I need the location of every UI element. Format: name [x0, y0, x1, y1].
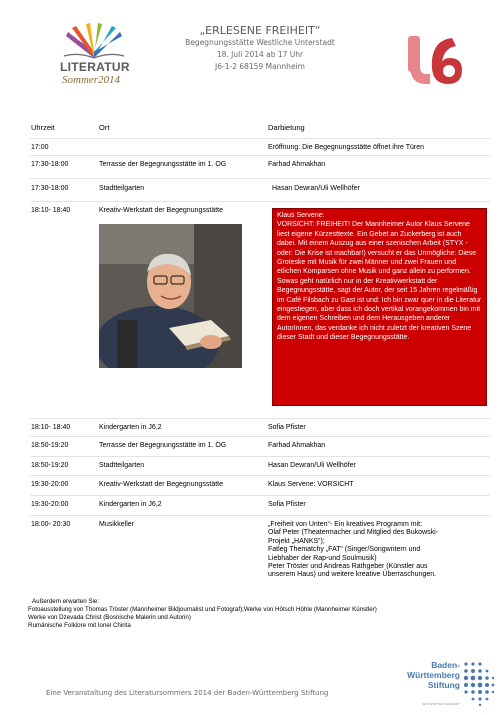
row-2-place: Terrasse der Begegnungsstätte im 1. OG	[99, 161, 227, 168]
event-date: 18. Juli 2014 ab 17 Uhr	[216, 50, 304, 59]
row-5-program: Sofia Pfister	[268, 424, 306, 431]
event-address: J6-1-2 68159 Mannheim	[215, 62, 305, 71]
row-3-time: 17:30-18:00	[31, 185, 69, 192]
row-1-time: 17:00	[31, 144, 49, 151]
row-2-program: Farhad Ahmakhan	[268, 161, 326, 168]
notes-line-3: Rumänische Folklore mit Ionel Chirita	[28, 622, 131, 629]
column-header-place: Ort	[99, 123, 110, 132]
bw-logo-line-1: Baden-	[431, 660, 460, 670]
row-9-program: Sofia Pfister	[268, 501, 306, 508]
event-venue: Begegnungsstätte Westliche Unterstadt	[185, 38, 335, 47]
row-5-place: Kindergarten in J6,2	[99, 424, 162, 431]
bw-logo-text	[407, 660, 460, 690]
row-1-program: Eröffnung: Die Begegnungsstätte öffnet ihre Türen	[268, 144, 425, 151]
bw-logo-line-3: Stiftung	[427, 680, 460, 690]
row-10-place: Musikkeller	[99, 521, 135, 528]
dot-pattern-icon	[462, 660, 496, 708]
row-4-place: Kreativ-Werkstatt der Begegnungsstätte	[99, 207, 223, 214]
additional-notes	[28, 598, 377, 630]
row-8-program: Klaus Servene: VORSICHT	[268, 481, 354, 488]
open-book-icon	[58, 22, 130, 60]
musik-line-3: Projekt „HANKS“);	[268, 537, 325, 545]
row-3-place: Stadtteilgarten	[99, 185, 145, 192]
musik-line-6: Peter Tröster und Andreas Rathgeber (Künstler aus	[268, 563, 428, 571]
author-reading-image	[99, 224, 242, 368]
row-3-program: Hasan Dewran/Uli Wellhöfer	[272, 185, 360, 192]
musik-line-5: Liebhaber der Rap-und Soulmusik)	[268, 554, 377, 562]
column-header-time: Uhrzeit	[31, 123, 55, 132]
row-7-time: 18:50-19:20	[31, 462, 69, 469]
musik-line-7: unserem Haus) und weitere kreative Überraschungen.	[268, 571, 437, 579]
musik-line-2: Olaf Peter (Theatermacher und Mitglied des Bukowski-	[268, 529, 439, 537]
event-header	[150, 24, 370, 73]
row-7-program: Hasan Dewran/Uli Wellhöfer	[268, 462, 356, 469]
row-4-time: 18:10- 18:40	[31, 207, 71, 214]
row-9-place: Kindergarten in J6,2	[99, 501, 162, 508]
row-2-time: 17:30-18:00	[31, 161, 69, 168]
musik-line-4: Fatleg Thematchy „FAT“ (Singer/Songwritern und	[268, 546, 421, 554]
event-title: „ERLESENE FREIHEIT“	[199, 24, 321, 37]
bw-logo-line-2: Württemberg	[407, 670, 460, 680]
baden-wuerttemberg-stiftung-logo	[376, 660, 498, 712]
musik-program	[268, 521, 488, 580]
notes-line-1: Fotoausstellung von Thomas Tröster (Mannheimer Bildjournalist und Fotograf);Werke von Hötsch Höhle (Mannheimer Künstler)	[28, 606, 377, 613]
row-5-time: 18:10- 18:40	[31, 424, 71, 431]
row-7-place: Stadtteilgarten	[99, 462, 145, 469]
logo-subtitle: Sommer2014	[62, 74, 121, 86]
j6-logo-mark	[408, 36, 464, 86]
bw-logo-tagline: WIR STIFTEN ZUKUNFT	[422, 702, 460, 706]
row-6-place: Terrasse der Begegnungsstätte im 1. OG	[99, 442, 227, 449]
notes-line-2: Werke von Dzevada Christ (Bosnische Malerin und Autorin)	[28, 614, 191, 621]
row-6-time: 18:50-19:20	[31, 442, 69, 449]
featured-reading-box	[272, 208, 487, 406]
feature-author-name: Klaus Servene:	[277, 212, 325, 219]
row-6-program: Farhad Ahmakhan	[268, 442, 326, 449]
row-8-time: 19:30-20:00	[31, 481, 69, 488]
row-9-time: 19:30-20:00	[31, 501, 69, 508]
notes-heading: Außerdem erwarten Sie:	[32, 598, 100, 605]
literatur-sommer-logo	[58, 22, 130, 98]
logo-title: LITERATUR	[60, 60, 130, 74]
footer-credit: Eine Veranstaltung des Literatursommers 2014 der Baden-Württemberg Stiftung	[46, 689, 329, 697]
author-photo	[99, 224, 242, 368]
column-header-program: Darbietung	[268, 123, 305, 132]
row-10-time: 18:00- 20:30	[31, 521, 71, 528]
musik-line-1: „Freiheit von Unten“- Ein kreatives Programm mit:	[268, 521, 423, 528]
j6-logo	[408, 36, 464, 86]
row-8-place: Kreativ-Werkstatt der Begegnungsstätte	[99, 481, 223, 488]
feature-description: VORSICHT: FREIHEIT! Der Mannheimer Autor Klaus Servene liest eigene Kürzesttexte. Ein Gebet an Zuckerberg ist auch dabei. Mit einem Auszug aus einer szenischen Arbeit (STYX - oder: Die Krise ist machbar!) versucht er das Unmögliche: Diese Groteske mit Musik für zwei Männer und zwei Frauen und etlichen Komparsen ohne Musik und ganz allein zu performen. Sowas geht natürlich nur in der Kreativwerkstatt der Begegnungsstätte, sagt der Autor, der seit 15 Jahren regelmäßig im Café Filsbach zu Gast ist und: Ich bin zwar quer in die Literatur eingestiegen, aber dass ich doch vertikal vorangekommen bin mit dem eigenen Schreiben und dem Herausgeben anderer AutorInnen, das verdanke ich nicht zuletzt der kreativen Szene dieser Stadt und dieser Begegnungsstätte.	[277, 221, 482, 342]
